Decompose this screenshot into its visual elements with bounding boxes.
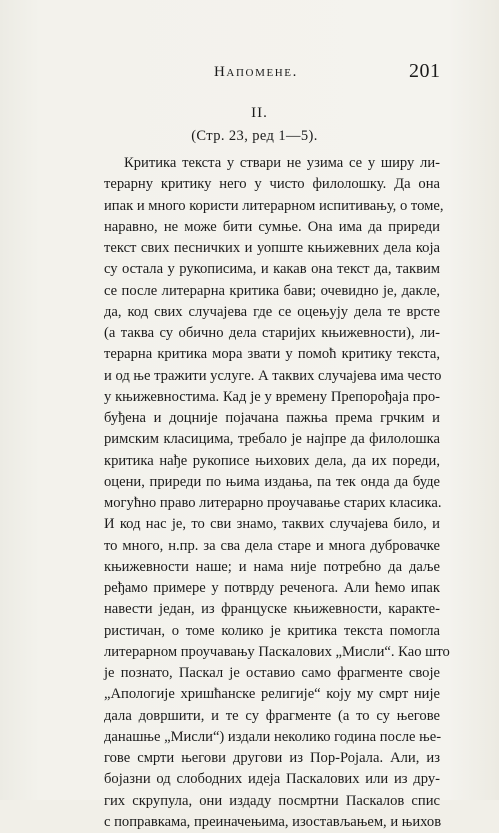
text-line: „Апологије хришћанске религије“ коју му смрт није [104,686,440,703]
text-line: могућно право литерарно проучавање старих класика. [104,495,442,511]
text-line: навести један, из француске књижевности, карактe- [104,601,440,618]
text-line: су остала у рукописима, и какав она текст да, таквим [104,261,440,278]
text-line: (а таква су обично дела старијих књижевности), ли- [104,325,440,341]
text-line: бојазни од слободних идеја Паскалових или из дру- [104,771,440,788]
text-line: терарна критика мора звати у помоћ критику текста, [104,346,440,363]
running-title: Напомене. [214,64,298,80]
text-line: књижевности наше; и нама није потребно да даље [104,558,440,575]
text-line: да, код свих случајева где се оцењују дела те врсте [104,303,440,320]
page-header [0,60,499,86]
text-line: данашње „Мисли“) издали неколико година после ње- [104,728,442,745]
page-number: 201 [409,60,441,82]
text-line: ипак и много користи литерарном испитивању, о томе, [104,197,444,214]
section-reference: (Стр. 23, ред 1—5). [191,128,318,144]
text-line: римским класицима, требало је најпре да филолошка [104,431,440,448]
text-line: оцени, приреди по њима издања, па тек онда да буде [104,473,440,490]
text-line: литерарном проучавању Паскалових „Мисли“. Као што [104,643,450,660]
text-line: дала довршити, и те су фрагменте (а то су његове [104,707,440,724]
text-line: у књижевностима. Кад је у времену Препорођаја про- [104,388,440,405]
text-line: наравно, не може бити сумње. Она има да приреди [104,218,440,235]
text-line: је познато, Паскал је оставио само фрагменте своје [104,665,440,681]
text-line: терарну критику него у чисто филолошку. Да она [104,176,440,193]
text-line: критика нађе рукописе њихових дела, да их пореди, [104,452,440,469]
text-line: И код нас је, то сви знамо, таквих случајева било, и [104,516,440,533]
text-line: текст свих песничких и уопште књижевних дела која [104,240,440,256]
text-line: буђена и доцније појачана пажња према грчким и [104,410,440,426]
text-line: и од ње тражити услуге. А таквих случајева има често [104,367,442,384]
text-line: се после литерарна критика бави; очевидно је, дакле, [104,282,440,299]
text-line: ређамо примере у потврду реченога. Али ћемо ипак [104,580,440,596]
text-line: Критика текста у ствари не узима се у ширу ли- [124,155,440,171]
body-paragraph [104,153,450,833]
text-line: гове смрти његови другови из Пор-Ројала. Али, из [104,750,440,766]
text-line: с поправкама, преиначењима, изостављањем, и њихов [104,813,442,830]
text-line: гих скрупула, они издаду посмртни Паскалов спис [104,792,440,809]
section-number: II. [251,105,268,121]
text-line: то много, н.пр. за сва дела старе и многа дубровачке [104,537,440,554]
text-line: ристичан, о томе колико је критика текста помогла [104,622,440,639]
